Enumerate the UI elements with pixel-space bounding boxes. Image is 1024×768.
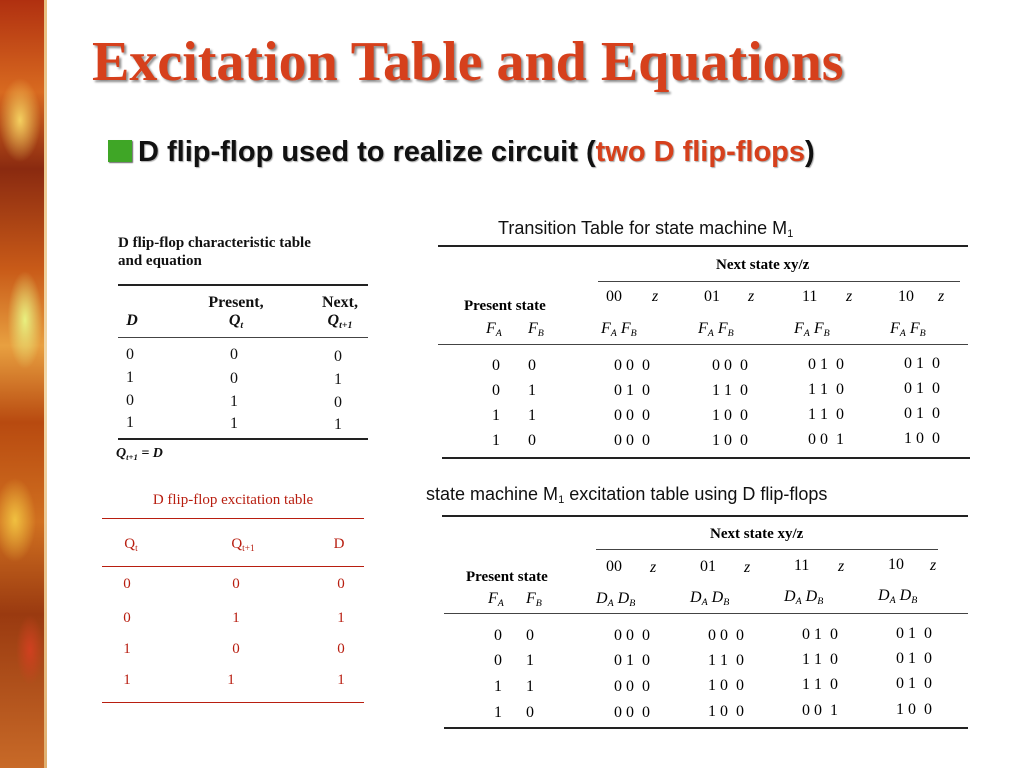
char-bottom-rule [118, 438, 368, 440]
m1-ps: 1 [526, 678, 534, 695]
pair-letter: F [794, 320, 804, 337]
ex-h-q1: Q [231, 536, 243, 552]
pair-letter: D [878, 587, 890, 604]
pair-letter: F [601, 320, 611, 337]
pair-sub: B [817, 596, 824, 607]
m1-ps-fb [526, 590, 542, 609]
m1-cell: 0 0 1 [802, 702, 838, 719]
transition-bottom-rule [442, 457, 970, 459]
ex-cell: 0 [123, 610, 131, 626]
excitation-header-d: D [333, 536, 345, 552]
m1-caption-text: state machine M [426, 484, 559, 504]
tt-cell: 0 0 1 [808, 431, 844, 448]
m1-input-10: 10 [888, 556, 904, 573]
tt-cell: 1 1 0 [808, 381, 844, 398]
m1-caption-sub: 1 [558, 494, 565, 506]
pair-sub: A [607, 598, 614, 609]
ps-f: F [528, 320, 538, 337]
char-header-next-q [308, 312, 372, 331]
ex-cell: 0 [232, 641, 240, 657]
transition-header-rule [438, 344, 968, 345]
ex-cell: 1 [337, 610, 345, 626]
transition-present-state-label: Present state [464, 298, 546, 314]
ex-cell: 0 [337, 641, 345, 657]
characteristic-caption-line2: and equation [118, 253, 202, 269]
m1-cell: 0 0 0 [614, 627, 650, 644]
characteristic-caption-line1: D flip-flop characteristic table [118, 235, 311, 251]
transition-col-pair-10 [890, 320, 926, 339]
m1-cell: 1 1 0 [802, 651, 838, 668]
slide-title: Excitation Table and Equations [92, 31, 844, 93]
m1-ps: 0 [526, 627, 534, 644]
pair-sub: B [727, 328, 734, 339]
pair-sub: B [629, 598, 636, 609]
transition-z: z [938, 288, 945, 305]
m1-next-rule [596, 549, 938, 550]
tt-ps: 1 [492, 432, 500, 449]
pair-sub: A [889, 595, 896, 606]
char-header-rule [118, 337, 368, 338]
bullet-close: ) [805, 136, 815, 168]
m1-cell: 1 0 0 [708, 677, 744, 694]
m1-bottom-rule [444, 727, 968, 729]
char-cell: 0 [334, 348, 342, 365]
tt-cell: 1 0 0 [712, 432, 748, 449]
pair-sub: B [911, 595, 918, 606]
char-header-present-q [204, 312, 268, 331]
ex-h-sub: t [135, 544, 138, 554]
ex-cell: 1 [232, 610, 240, 626]
pair-sub: B [919, 328, 926, 339]
char-header-d: D [126, 312, 138, 329]
char-cell: 1 [334, 416, 342, 433]
char-cell: 0 [230, 370, 238, 387]
char-header-next [308, 294, 372, 331]
m1-ps: 0 [494, 652, 502, 669]
pair-sub: A [899, 328, 906, 339]
tt-cell: 1 1 0 [712, 382, 748, 399]
m1-col-pair-00 [596, 590, 635, 609]
tt-ps: 0 [492, 357, 500, 374]
char-cell: 1 [230, 415, 238, 432]
m1-cell: 1 1 0 [708, 652, 744, 669]
excitation-bottom-rule [102, 702, 364, 703]
tt-cell: 0 0 0 [614, 357, 650, 374]
ps-f: F [486, 320, 496, 337]
char-cell: 0 [230, 346, 238, 363]
excitation-header-qt1 [218, 536, 268, 554]
char-q-next-letter: Q [327, 312, 340, 329]
bullet-highlight: two D flip-flops [595, 136, 806, 168]
transition-input-01: 01 [704, 288, 720, 305]
m1-cell: 0 0 0 [708, 627, 744, 644]
m1-col-pair-01 [690, 589, 729, 608]
characteristic-caption [118, 234, 311, 270]
transition-input-00: 00 [606, 288, 622, 305]
m1-cell: 0 1 0 [896, 625, 932, 642]
side-strip-edge [44, 0, 47, 768]
m1-z: z [744, 559, 751, 576]
ps-f: F [488, 590, 498, 607]
m1-ps-fa [488, 590, 504, 609]
pair-letter: F [620, 320, 631, 337]
m1-cell: 0 1 0 [802, 626, 838, 643]
tt-ps: 1 [528, 382, 536, 399]
pair-sub: B [723, 597, 730, 608]
ex-cell: 1 [227, 672, 235, 688]
pair-sub: A [707, 328, 714, 339]
m1-col-pair-11 [784, 588, 823, 607]
pair-letter: F [890, 320, 900, 337]
ps-f: F [526, 590, 536, 607]
m1-cell: 1 0 0 [708, 703, 744, 720]
m1-cell: 0 1 0 [896, 675, 932, 692]
char-top-rule [118, 284, 368, 286]
char-cell: 1 [334, 371, 342, 388]
m1-caption [426, 484, 827, 506]
m1-input-01: 01 [700, 558, 716, 575]
transition-z: z [748, 288, 755, 305]
pair-letter: F [813, 320, 824, 337]
transition-ps-fb [528, 320, 544, 339]
tt-ps: 0 [528, 432, 536, 449]
pair-letter: F [717, 320, 728, 337]
char-cell: 0 [126, 392, 134, 409]
m1-cell: 1 1 0 [802, 676, 838, 693]
m1-caption-rest: excitation table using D flip-flops [564, 484, 828, 504]
m1-ps: 1 [526, 652, 534, 669]
m1-cell: 1 0 0 [896, 701, 932, 718]
char-header-present-label: Present, [208, 294, 264, 311]
transition-ps-fa [486, 320, 502, 339]
m1-header-rule [444, 613, 968, 614]
ex-cell: 0 [123, 576, 131, 592]
transition-input-11: 11 [802, 288, 818, 305]
m1-cell: 0 0 0 [614, 704, 650, 721]
bullet-square-icon [108, 140, 132, 162]
tt-cell: 0 0 0 [614, 432, 650, 449]
excitation-title: D flip-flop excitation table [152, 492, 314, 508]
transition-caption [498, 218, 793, 240]
pair-letter: D [690, 589, 702, 606]
tt-cell: 0 0 0 [712, 357, 748, 374]
ps-f-sub: B [537, 328, 544, 339]
m1-top-rule [442, 515, 968, 517]
char-eq-sub: t+1 [126, 452, 138, 462]
char-header-present [204, 294, 268, 331]
tt-cell: 1 0 0 [712, 407, 748, 424]
pair-sub: A [610, 328, 617, 339]
tt-cell: 0 0 0 [614, 407, 650, 424]
char-q-next-sub: t+1 [339, 320, 353, 331]
bullet-point [138, 136, 815, 169]
pair-sub: B [823, 328, 830, 339]
m1-cell: 0 1 0 [896, 650, 932, 667]
pair-letter: D [617, 590, 630, 607]
m1-z: z [650, 559, 657, 576]
char-cell: 0 [334, 394, 342, 411]
m1-input-00: 00 [606, 558, 622, 575]
excitation-top-rule [102, 518, 364, 519]
ex-cell: 0 [232, 576, 240, 592]
transition-caption-sub: 1 [787, 228, 794, 240]
tt-cell: 0 1 0 [904, 405, 940, 422]
transition-caption-text: Transition Table for state machine M [498, 218, 788, 238]
m1-present-state-label: Present state [466, 569, 548, 585]
m1-ps: 0 [494, 627, 502, 644]
pair-letter: D [711, 589, 724, 606]
char-eq-q: Q [116, 446, 127, 461]
m1-cell: 0 0 0 [614, 678, 650, 695]
char-cell: 1 [126, 369, 134, 386]
tt-cell: 0 1 0 [904, 355, 940, 372]
ex-cell: 0 [337, 576, 345, 592]
pair-sub: B [630, 328, 637, 339]
pair-letter: F [698, 320, 708, 337]
transition-col-pair-01 [698, 320, 734, 339]
transition-col-pair-11 [794, 320, 830, 339]
tt-cell: 0 1 0 [614, 382, 650, 399]
ex-cell: 1 [123, 672, 131, 688]
char-q-letter: Q [228, 312, 241, 329]
pair-letter: F [909, 320, 920, 337]
m1-ps: 0 [526, 704, 534, 721]
m1-ps: 1 [494, 678, 502, 695]
pair-letter: D [899, 587, 912, 604]
tt-ps: 0 [492, 382, 500, 399]
transition-top-rule [438, 245, 968, 247]
m1-ps: 1 [494, 704, 502, 721]
transition-input-10: 10 [898, 288, 914, 305]
tt-cell: 1 1 0 [808, 406, 844, 423]
tt-cell: 1 0 0 [904, 430, 940, 447]
tt-cell: 0 1 0 [808, 356, 844, 373]
transition-z: z [846, 288, 853, 305]
transition-col-pair-00 [601, 320, 637, 339]
tt-ps: 1 [528, 407, 536, 424]
ps-f-sub: A [497, 598, 504, 609]
pair-letter: D [784, 588, 796, 605]
pair-sub: A [803, 328, 810, 339]
ps-f-sub: A [495, 328, 502, 339]
excitation-header-rule [102, 566, 364, 567]
ex-h-sub1: t+1 [242, 544, 255, 554]
pair-letter: D [805, 588, 818, 605]
m1-z: z [838, 558, 845, 575]
char-equation [116, 446, 163, 462]
char-q-sub: t [240, 320, 244, 331]
m1-z: z [930, 557, 937, 574]
transition-next-state-label: Next state xy/z [716, 257, 810, 273]
ex-cell: 1 [337, 672, 345, 688]
pair-sub: A [701, 597, 708, 608]
char-cell: 1 [230, 393, 238, 410]
ex-h-q: Q [124, 536, 136, 552]
decorative-side-strip [0, 0, 44, 768]
char-eq-rhs: = D [137, 446, 163, 461]
tt-cell: 0 1 0 [904, 380, 940, 397]
m1-input-11: 11 [794, 557, 810, 574]
tt-ps: 0 [528, 357, 536, 374]
bullet-text-main: D flip-flop used to realize circuit ( [138, 136, 596, 168]
ex-cell: 1 [123, 641, 131, 657]
transition-next-rule [598, 281, 960, 282]
pair-letter: D [596, 590, 608, 607]
transition-z: z [652, 288, 659, 305]
char-header-next-label: Next, [322, 294, 358, 311]
tt-ps: 1 [492, 407, 500, 424]
char-cell: 1 [126, 414, 134, 431]
m1-col-pair-10 [878, 587, 917, 606]
m1-next-state-label: Next state xy/z [710, 526, 804, 542]
excitation-header-qt [106, 536, 156, 554]
char-cell: 0 [126, 346, 134, 363]
pair-sub: A [795, 596, 802, 607]
m1-cell: 0 1 0 [614, 652, 650, 669]
ps-f-sub: B [535, 598, 542, 609]
